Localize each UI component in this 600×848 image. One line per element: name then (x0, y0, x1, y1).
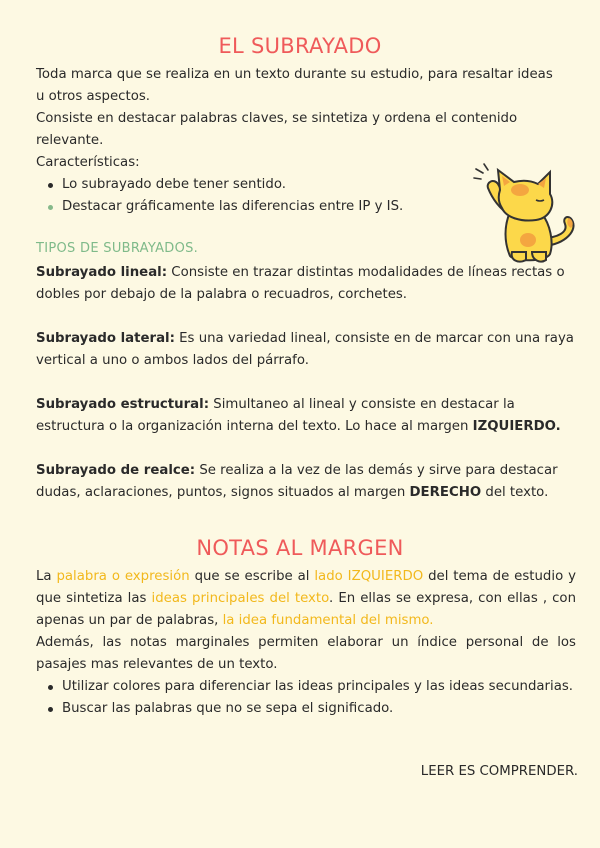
list-item: Destacar gráficamente las diferencias entre IP y IS. (36, 196, 576, 218)
notas-paragraph-2: Además, las notas marginales permiten elaborar un índice personal de los pasajes mas relevantes de un texto. (36, 635, 576, 672)
intro-paragraph: Toda marca que se realiza en un texto durante su estudio, para resaltar ideas u otros aspectos. Consiste en destacar palabras claves, se sintetiza y ordena el contenido relevante. Características: (36, 64, 576, 174)
list-item: Utilizar colores para diferenciar las ideas principales y las ideas secundarias. (36, 676, 576, 698)
notas-list (36, 676, 576, 720)
type-realce: Subrayado de realce: Se realiza a la vez de las demás y sirve para destacar dudas, aclaraciones, puntos, signos situados al margen DERECHO del texto. (36, 463, 558, 500)
bullet-icon (48, 183, 53, 188)
types-heading: TIPOS DE SUBRAYADOS. (36, 241, 199, 256)
bullet-icon (48, 205, 53, 210)
closing-phrase: LEER ES COMPRENDER. (420, 764, 578, 779)
bullet-icon (48, 685, 53, 690)
yellow-cat-illustration (470, 160, 582, 266)
type-estructural: Subrayado estructural: Simultaneo al lineal y consiste en destacar la estructura o la organización interna del texto. Lo hace al margen IZQUIERDO. (36, 397, 561, 434)
type-lineal: Subrayado lineal: Consiste en trazar distintas modalidades de líneas rectas o dobles por debajo de la palabra o recuadros, corchetes. (36, 265, 565, 302)
list-item: Lo subrayado debe tener sentido. (36, 174, 576, 196)
type-lateral: Subrayado lateral: Es una variedad lineal, consiste en de marcar con una raya vertical a uno o ambos lados del párrafo. (36, 331, 574, 368)
characteristics-label: Características: (36, 155, 140, 170)
section-title-notas: NOTAS AL MARGEN (196, 536, 404, 560)
notas-paragraph-1: La palabra o expresión que se escribe al lado IZQUIERDO del tema de estudio y que sintetiza las ideas principales del texto. En ellas se expresa, con ellas , con apenas un par de palabras, la idea fundamental del mismo. (36, 569, 576, 628)
section-title-subrayado: EL SUBRAYADO (218, 34, 382, 58)
list-item: Buscar las palabras que no se sepa el significado. (36, 698, 576, 720)
bullet-icon (48, 707, 53, 712)
